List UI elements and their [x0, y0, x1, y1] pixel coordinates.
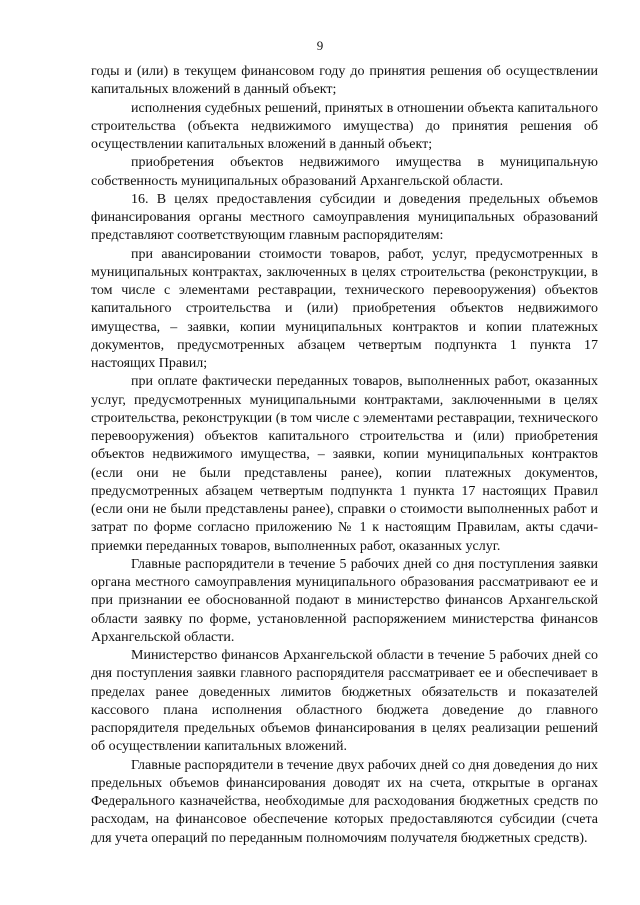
paragraph-real-estate-acquisition: приобретения объектов недвижимого имущества в муниципальную собственность муниципальных образований Архангельской области. [91, 155, 598, 189]
paragraph-continuation: годы и (или) в текущем финансовом году до принятия решения об осуществлении капитальных вложений в данный объект; [91, 64, 598, 98]
paragraph-funding-transfer: Главные распорядители в течение двух рабочих дней со дня доведения до них предельных объемов финансирования доводят их на счета, открытые в органах Федерального казначейства, необходимые для расходования бюджетных средств по расходам, на финансовое обеспечение которых предоставляются субсидии (счета для учета операций по переданным полномочиям получателя бюджетных средств). [91, 757, 598, 846]
paragraph-clause-16: 16. В целях предоставления субсидии и доведения предельных объемов финансирования органы местного самоуправления муниципальных образований представляют соответствующим главным распорядителям: [91, 191, 598, 244]
paragraph-main-managers-review: Главные распорядители в течение 5 рабочих дней со дня поступления заявки органа местного самоуправления муниципального образования рассматривают ее и при признании ее обоснованной подают в министерство финансов Архангельской области заявку по форме, установленной распоряжением министерства финансов Архангельской области. [91, 556, 598, 645]
page-number: 9 [316, 38, 324, 53]
document-body [91, 63, 598, 848]
paragraph-ministry-review: Министерство финансов Архангельской области в течение 5 рабочих дней со дня поступления заявки главного распорядителя рассматривает ее и обеспечивает в пределах ранее доведенных лимитов бюджетных обязательств и показателей кассового плана исполнения областного бюджета доведение до главного распорядителя предельных объемов финансирования в целях реализации решений об осуществлении капитальных вложений. [91, 648, 598, 755]
paragraph-court-decisions: исполнения судебных решений, принятых в отношении объекта капитального строительства (объекта недвижимого имущества) до принятия решения об осуществлении капитальных вложений в данный объект; [91, 100, 598, 152]
paragraph-actual-payment: при оплате фактически переданных товаров, выполненных работ, оказанных услуг, предусмотренных муниципальными контрактами, заключенными в целях строительства, реконструкции (в том числе с элементами реставрации, технического перевооружения) объектов капитального строительства и (или) приобретения объектов недвижимого имущества, – заявки, копии муниципальных контрактов (если они не были представлены ранее), копии платежных документов, предусмотренных абзацем четвертым подпункта 1 пункта 17 настоящих Правил (если они не были представлены ранее), справки о стоимости выполненных работ и затрат по форме согласно приложению № 1 к настоящим Правилам, акты сдачи-приемки переданных товаров, выполненных работ, оказанных услуг. [91, 374, 598, 554]
paragraph-advance-payment: при авансировании стоимости товаров, работ, услуг, предусмотренных в муниципальных контрактах, заключенных в целях строительства (реконструкции, в том числе с элементами реставрации, технического перевооружения) объектов капитального строительства и (или) приобретения объектов недвижимого имущества, – заявки, копии муниципальных контрактов и копии платежных документов, предусмотренных абзацем четвертым подпункта 1 пункта 17 настоящих Правил; [91, 246, 598, 371]
